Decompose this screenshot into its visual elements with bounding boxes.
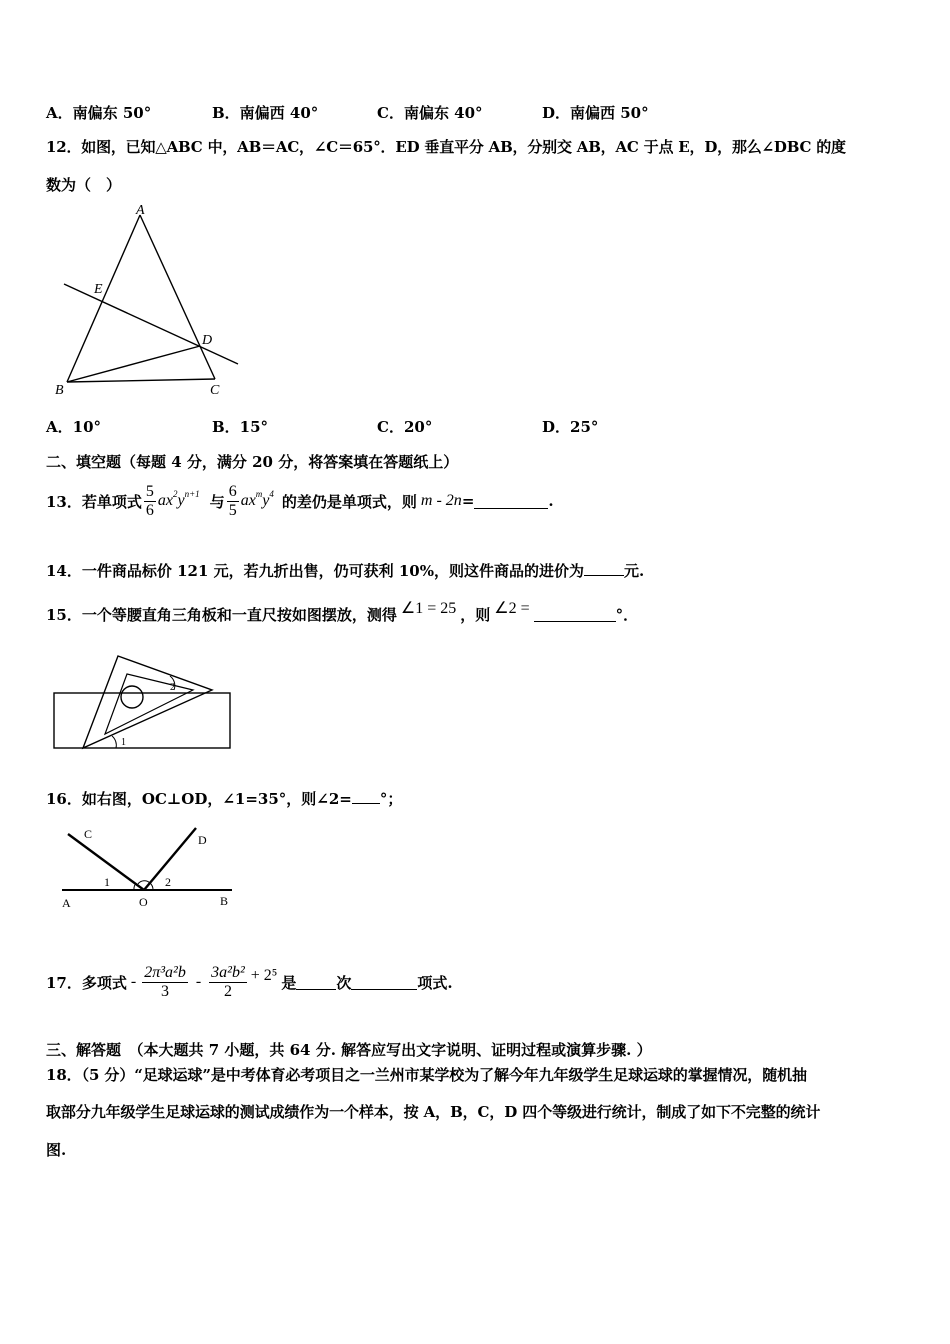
q18-question-line1: 18．（5 分）“足球运球”是中考体育必考项目之一兰州市某学校为了解今年九年级学生足球运球的掌握情况，随机抽 — [46, 1066, 807, 1084]
section2-title: 二、填空题（每题 4 分，满分 20 分，将答案填在答题纸上） — [46, 453, 459, 471]
q14-end: 元. — [623, 562, 645, 580]
q13-frac1-num: 5 — [145, 482, 154, 500]
q13-question — [46, 476, 554, 526]
q12-line-ed — [64, 284, 238, 364]
q15-triangle-hole — [121, 686, 143, 708]
q13-term2: $ax^my^4$ — [240, 489, 274, 509]
q17-plus-term: + 2⁵ — [250, 967, 278, 984]
q16-label-2: 2 — [165, 875, 171, 889]
q11-option-c[interactable]: C．南偏东 40° — [377, 104, 483, 122]
q13-frac1-den: 6 — [145, 501, 154, 519]
q15-mid: ，则 — [460, 605, 491, 624]
q17-terms-blank[interactable] — [351, 975, 417, 990]
q16-label-c: C — [84, 827, 93, 841]
q16-answer-blank[interactable] — [352, 789, 380, 804]
q16-angle2-arc — [150, 883, 153, 890]
q13-term1: $ax^2y^{n+1}$ — [157, 489, 200, 509]
q17-minus2: - — [195, 973, 202, 990]
q13-fraction-2 — [227, 483, 239, 520]
q12-option-a[interactable]: A．10° — [46, 418, 102, 436]
q12-triangle-figure — [40, 198, 260, 400]
q15-angle2: ∠2 = — [494, 600, 530, 617]
q16-label-b: B — [220, 894, 229, 908]
section3-title: 三、解答题 （本大题共 7 小题，共 64 分. 解答应写出文字说明、证明过程或演算步骤. ） — [46, 1041, 652, 1059]
q15-angle1-arc — [112, 736, 116, 748]
q13-frac2-den: 5 — [228, 501, 237, 519]
q12-label-e: E — [94, 282, 103, 297]
q16-label-o: O — [139, 895, 148, 909]
q12-label-b: B — [55, 383, 64, 398]
q12-side-bc — [67, 379, 215, 382]
q15-answer-blank[interactable] — [534, 607, 616, 622]
q18-question-line3: 图. — [46, 1141, 67, 1159]
q15-angle1: ∠1 = 25 — [400, 600, 457, 617]
q12-option-b[interactable]: B．15° — [212, 418, 269, 436]
q16-label-1: 1 — [104, 875, 110, 889]
q13-answer-blank[interactable] — [474, 494, 548, 509]
q12-option-d[interactable]: D．25° — [542, 418, 599, 436]
q18-question-line2: 取部分九年级学生足球运球的测试成绩作为一个样本，按 A，B，C，D 四个等级进行统计，制成了如下不完整的统计 — [46, 1103, 821, 1121]
q13-suffix: 的差仍是单项式，则 — [281, 492, 417, 511]
q17-frac2-num: 3a²b² — [211, 963, 245, 981]
q11-option-a[interactable]: A．南偏东 50° — [46, 104, 152, 122]
q17-frac2-den: 2 — [223, 982, 232, 1000]
q17-ci: 次 — [336, 973, 352, 992]
q13-end: . — [548, 492, 554, 510]
q14-text: 14．一件商品标价 121 元，若九折出售，仍可获利 10%，则这件商品的进价为 — [46, 562, 584, 580]
q13-prefix: 13．若单项式 — [46, 492, 142, 511]
q12-label-c: C — [210, 383, 220, 398]
q15-ruler-triangle-figure — [48, 650, 238, 754]
q13-connector: 与 — [209, 492, 225, 511]
q17-frac1-den: 3 — [161, 982, 169, 1000]
q17-question — [46, 956, 453, 1008]
q12-segment-bd — [67, 346, 200, 382]
q17-minus1: - — [130, 973, 137, 990]
q16-question — [46, 788, 402, 809]
q12-question-line2: 数为（ ） — [46, 176, 122, 194]
q13-expression: m - 2n — [420, 492, 462, 509]
q17-prefix: 17．多项式 — [46, 973, 127, 992]
q16-label-a: A — [62, 896, 71, 910]
q15-prefix: 15．一个等腰直角三角板和一直尺按如图摆放，测得 — [46, 605, 397, 624]
q15-question — [46, 596, 638, 632]
q17-degree-blank[interactable] — [296, 975, 336, 990]
q17-fraction-1 — [142, 964, 188, 1001]
q12-side-ac — [140, 215, 215, 379]
q15-end: °． — [615, 605, 639, 624]
q15-label-1: 1 — [121, 737, 126, 748]
q14-answer-blank[interactable] — [584, 561, 624, 576]
q17-frac1-num: 2π³a²b — [144, 963, 186, 981]
q16-end: °； — [379, 790, 403, 808]
q11-option-b[interactable]: B．南偏西 40° — [212, 104, 319, 122]
q17-fraction-2 — [209, 964, 247, 1001]
q16-label-d: D — [198, 833, 207, 847]
q13-frac2-num: 6 — [228, 482, 237, 500]
q12-label-a: A — [136, 203, 145, 218]
q14-question — [46, 560, 644, 581]
q16-angle-figure — [56, 820, 242, 912]
q15-triangle-outer — [83, 656, 212, 748]
q13-equals: = — [461, 492, 475, 510]
q12-side-ab — [67, 215, 140, 382]
q17-xiangshi: 项式. — [417, 973, 453, 992]
q13-fraction-1 — [144, 483, 156, 520]
q12-question-line1: 12．如图，已知△ABC 中，AB＝AC，∠C＝65°．ED 垂直平分 AB，分别交 AB，AC 于点 E，D，那么∠DBC 的度 — [46, 138, 846, 156]
q17-is: 是 — [281, 973, 297, 992]
q16-text: 16．如右图，OC⊥OD，∠1=35°，则∠2= — [46, 790, 352, 808]
q12-label-d: D — [202, 333, 213, 348]
q12-option-c[interactable]: C．20° — [377, 418, 433, 436]
q15-label-2: 2 — [170, 682, 175, 693]
q11-option-d[interactable]: D．南偏西 50° — [542, 104, 649, 122]
